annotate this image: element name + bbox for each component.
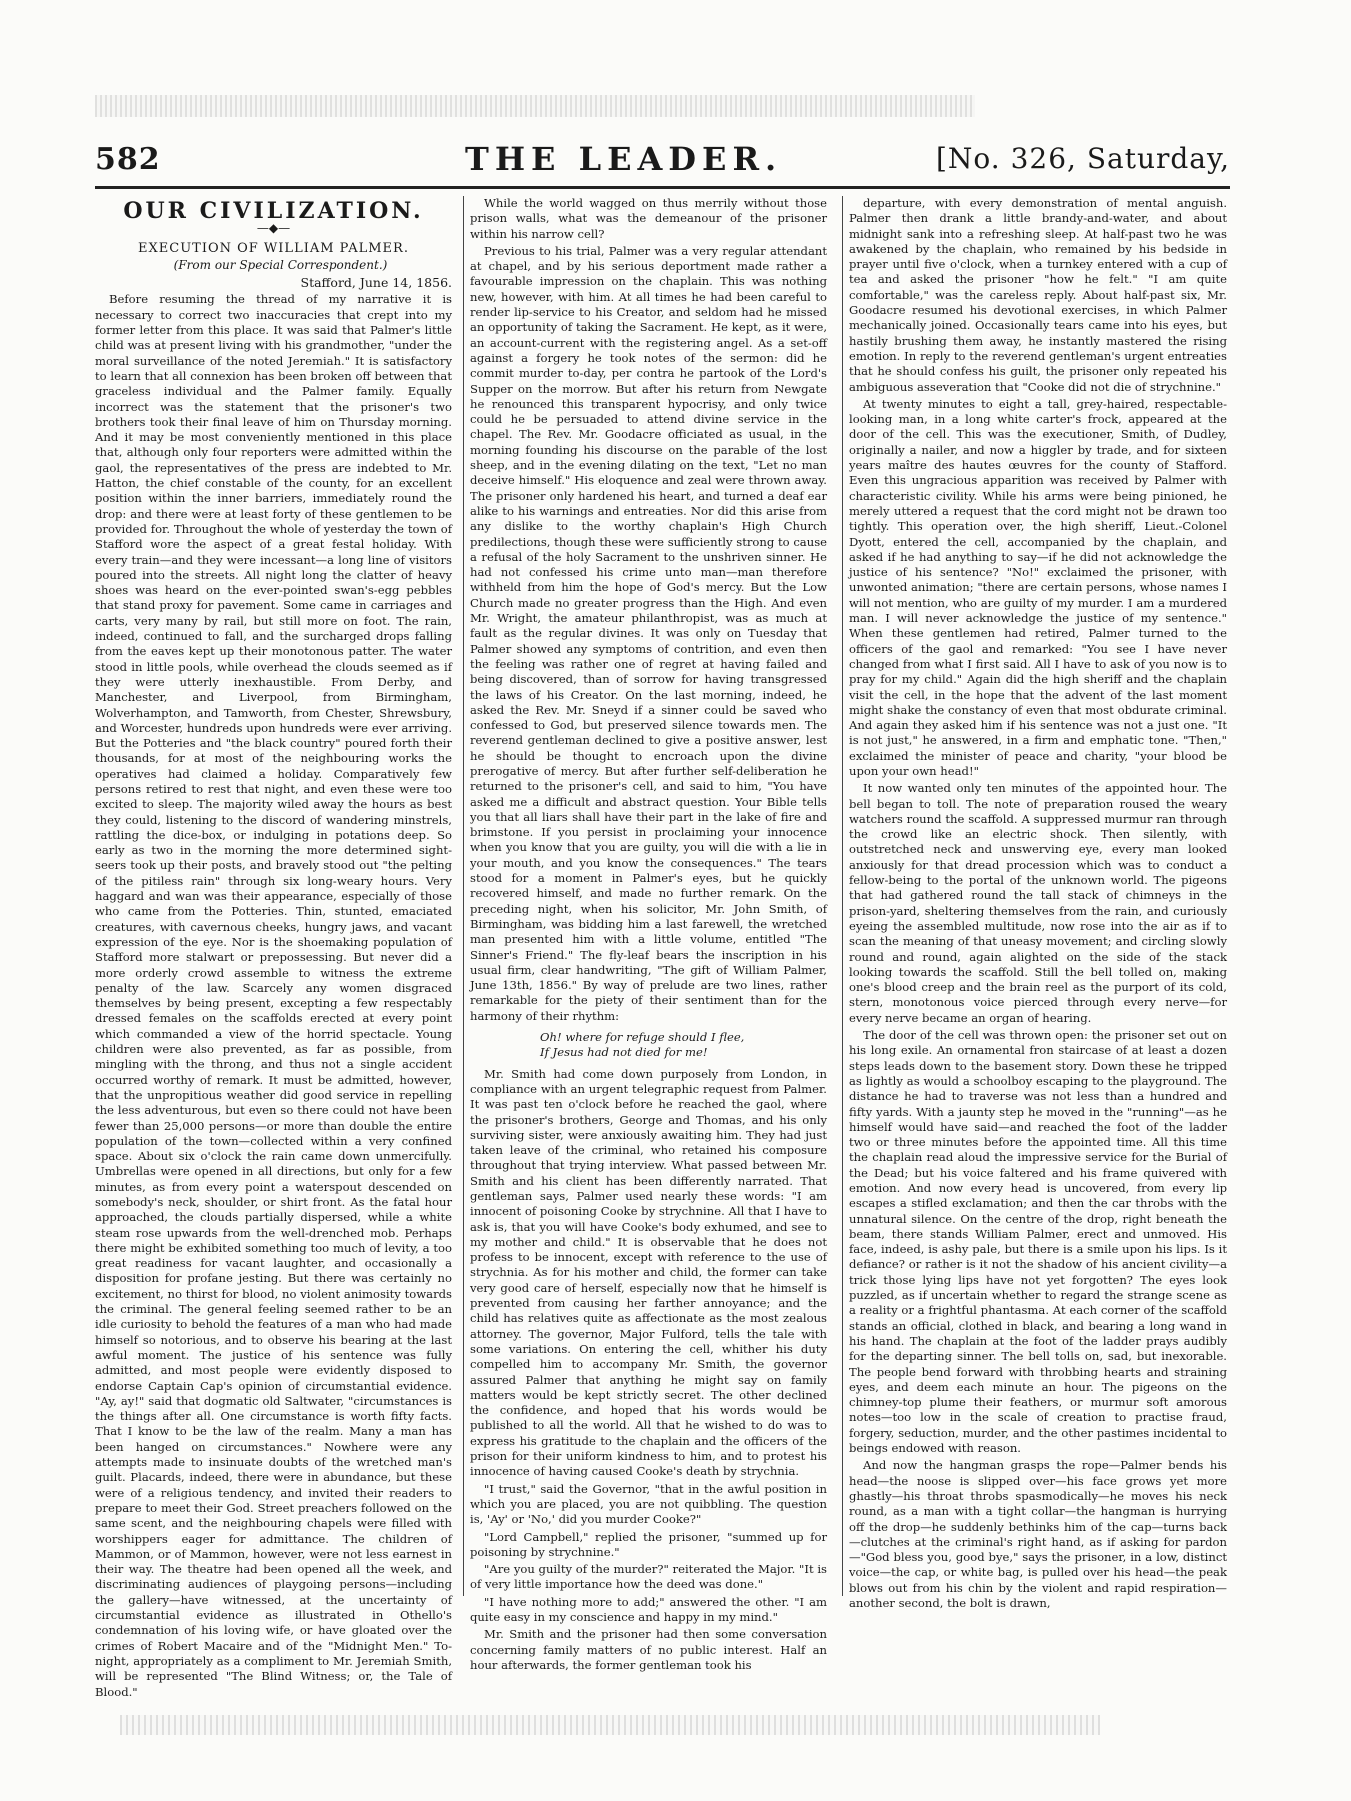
verse	[540, 1030, 827, 1061]
dateline: Stafford, June 14, 1856.	[300, 275, 452, 291]
column-divider	[463, 196, 464, 1596]
paragraph: Mr. Smith had come down purposely from London, in compliance with an urgent telegraphic request from Palmer. It was past ten o'clock before he reached the gaol, where the prisoner's brothers, George and Thomas, and his only surviving sister, were anxiously awaiting him. They had just taken leave of the criminal, who retained his composure throughout that trying interview. What passed between Mr. Smith and his client has been differently narrated. That gentleman says, Palmer used nearly these words: "I am innocent of poisoning Cooke by strychnine. All that I have to ask is, that you will have Cooke's body exhumed, and see to my mother and child." It is observable that he does not profess to be innocent, except with reference to the use of strychnia. As for his mother and child, the former can take very good care of herself, especially now that he himself is prevented from causing her farther annoyance; and the child has relatives quite as affectionate as the most zealous attorney. The governor, Major Fulford, tells the tale with some variations. On entering the cell, whither his duty compelled him to accompany Mr. Smith, the governor assured Palmer that anything he might say on family matters would be kept strictly secret. The other declined the confidence, and hoped that his words would be published to all the world. All that he wished to do was to express his gratitude to the chaplain and the officers of the prison for their uniform kindness to him, and to protest his innocence of having caused Cooke's death by strychnia.	[470, 1066, 827, 1479]
paragraph: Previous to his trial, Palmer was a very regular attendant at chapel, and by his serious deportment made rather a favourable impression on the chaplain. This was nothing new, however, with him. At all times he had been careful to render lip-service to his Creator, and seldom had he missed an opportunity of taking the Sacrament. He kept, as it were, an account-current with the registering angel. As a set-off against a forgery he took notes of the sermon: did he commit murder to-day, per contra he partook of the Lord's Supper on the morrow. But after his return from Newgate he renounced this transparent hypocrisy, and only twice could he be persuaded to attend divine service in the chapel. The Rev. Mr. Goodacre officiated as usual, in the morning founding his discourse on the parable of the lost sheep, and in the evening dilating on the text, "Let no man deceive himself." His eloquence and zeal were thrown away. The prisoner only hardened his heart, and turned a deaf ear alike to his warnings and entreaties. Nor did this arise from any dislike to the worthy chaplain's High Church predilections, though these were sufficiently strong to cause a refusal of the holy Sacrament to the unshriven sinner. He had not confessed his crime unto man—man therefore withheld from him the hope of God's mercy. But the Low Church made no greater progress than the High. And even Mr. Wright, the amateur philanthropist, was as much at fault as the regular divines. It was only on Tuesday that Palmer showed any symptoms of contrition, and even then the feeling was rather one of regret at having failed and being discovered, than of sorrow for having transgressed the laws of his Creator. On the last morning, indeed, he asked the Rev. Mr. Sneyd if a sinner could be saved who confessed to God, but preserved silence towards men. The reverend gentleman declined to give a positive answer, lest he should be thought to encroach upon the divine prerogative of mercy. But after further self-deliberation he returned to the prisoner's cell, and said to him, "You have asked me a difficult and abstract question. Your Bible tells you that all liars shall have their part in the lake of fire and brimstone. If you persist in proclaiming your innocence when you know that you are guilty, you will die with a lie in your mouth, and you know the consequences." The tears stood for a moment in Palmer's eyes, but he quickly recovered himself, and made no further remark. On the preceding night, when his solicitor, Mr. John Smith, of Birmingham, was bidding him a last farewell, the wretched man presented him with a little volume, entitled "The Sinner's Friend." The fly-leaf bears the inscription in his usual firm, clear handwriting, "The gift of William Palmer, June 13th, 1856." By way of prelude are two lines, rather remarkable for the piety of their sentiment than for the harmony of their rhythm:	[470, 243, 827, 1023]
column-2	[470, 196, 827, 1672]
paragraph: Mr. Smith and the prisoner had then some conversation concerning family matters of no public interest. Half an hour afterwards, the former gentleman took his	[470, 1627, 827, 1672]
paragraph: "Are you guilty of the murder?" reiterated the Major. "It is of very little importance how the deed was done."	[470, 1562, 827, 1592]
column-divider	[842, 196, 843, 1596]
scan-artifact-top	[95, 95, 975, 117]
paragraph: departure, with every demonstration of mental anguish. Palmer then drank a little brandy-and-water, and about midnight sank into a refreshing sleep. At half-past two he was awakened by the chaplain, who remained by his bedside in prayer until five o'clock, when a turnkey entered with a cup of tea and asked the prisoner "how he felt." "I am quite comfortable," was the careless reply. About half-past six, Mr. Goodacre resumed his devotional exercises, in which Palmer mechanically joined. Occasionally tears came into his eyes, but hastily brushing them away, he instantly mastered the rising emotion. In reply to the reverend gentleman's urgent entreaties that he should confess his guilt, the prisoner only repeated his ambiguous asseveration that "Cooke did not die of strychnine."	[849, 196, 1227, 394]
newspaper-title: THE LEADER.	[465, 140, 783, 178]
masthead-rule	[95, 186, 1230, 189]
verse-line: If Jesus had not died for me!	[540, 1045, 708, 1060]
paragraph: The door of the cell was thrown open: the prisoner set out on his long exile. An ornamental fron staircase of at least a dozen steps leads down to the basement story. Down these he tripped as lightly as would a schoolboy escaping to the playground. The distance he had to traverse was not less than a hundred and fifty yards. With a jaunty step he moved in the "running"—as he himself would have said—and reached the foot of the ladder two or three minutes before the appointed time. All this time the chaplain read aloud the impressive service for the Burial of the Dead; but his voice faltered and his frame quivered with emotion. And now every head is uncovered, from every lip escapes a stifled exclamation; and then the car throbs with the unnatural silence. On the centre of the drop, right beneath the beam, there stands William Palmer, erect and unmoved. His face, indeed, is ashy pale, but there is a smile upon his lips. Is it defiance? or rather is it not the shadow of his ancient civility—a trick those lying lips have not yet forgotten? The eyes look puzzled, as if uncertain whether to regard the strange scene as a reality or a frightful phantasma. At each corner of the scaffold stands an official, clothed in black, and bearing a long wand in his hand. The chaplain at the foot of the ladder prays audibly for the departing sinner. The bell tolls on, sad, but inexorable. The people bend forward with throbbing hearts and straining eyes, and deem each minute an hour. The pigeons on the chimney-top plume their feathers, or murmur soft amorous notes—too low in the scale of creation to practise fraud, forgery, seduction, murder, and the other pastimes incidental to beings endowed with reason.	[849, 1028, 1227, 1456]
paragraph: While the world wagged on thus merrily without those prison walls, what was the demeanour of the prisoner within his narrow cell?	[470, 196, 827, 241]
section-title: OUR CIVILIZATION.	[123, 198, 424, 224]
scan-artifact-bottom	[120, 1715, 1100, 1735]
masthead	[95, 138, 1230, 182]
column-3	[849, 196, 1227, 1616]
paragraph: "Lord Campbell," replied the prisoner, "summed up for poisoning by strychnine."	[470, 1529, 827, 1559]
ornament-divider: —◆—	[256, 221, 291, 236]
paragraph: At twenty minutes to eight a tall, grey-haired, respectable-looking man, in a long white carter's frock, appeared at the door of the cell. This was the executioner, Smith, of Dudley, originally a nailer, and now a higgler by trade, and for sixteen years maître des hautes œuvres for the county of Stafford. Even this ungracious apparition was received by Palmer with characteristic civility. While his arms were being pinioned, he merely uttered a request that the cord might not be drawn too tightly. This operation over, the high sheriff, Lieut.-Colonel Dyott, entered the cell, accompanied by the chaplain, and asked if he had anything to say—if he did not acknowledge the justice of his sentence? "No!" exclaimed the prisoner, with unwonted animation; "there are certain persons, whose names I will not mention, who are guilty of my murder. I am a murdered man. I will never acknowledge the justice of my sentence." When these gentlemen had retired, Palmer turned to the officers of the gaol and remarked: "You see I have never changed from what I first said. All I have to ask of you now is to pray for my child." Again did the high sheriff and the chaplain visit the cell, in the hope that the advent of the last moment might shake the constancy of even that most obdurate criminal. And again they asked him if his sentence was not a just one. "It is not just," he answered, in a firm and emphatic tone. "Then," exclaimed the minister of peace and charity, "your blood be upon your own head!"	[849, 396, 1227, 778]
byline: (From our Special Correspondent.)	[173, 257, 388, 272]
verse-line: Oh! where for refuge should I flee,	[540, 1030, 745, 1045]
paragraph: And now the hangman grasps the rope—Palmer bends his head—the noose is slipped over—his face grows yet more ghastly—his throat throbs spasmodically—he moves his neck round, as a man with a tight collar—the hangman is hurrying off the drop—he suddenly bethinks him of the cap—turns back—clutches at the criminal's right hand, as if asking for pardon—"God bless you, good bye," says the prisoner, in a low, distinct voice—the cap, or white bag, is pulled over his head—the peak blows out from his chin by the violent and rapid respiration—another second, the bolt is drawn,	[849, 1458, 1227, 1611]
issue-info: [No. 326, Saturday,	[936, 142, 1230, 175]
paragraph: "I have nothing more to add;" answered the other. "I am quite easy in my conscience and happy in my mind."	[470, 1594, 827, 1625]
paragraph: It now wanted only ten minutes of the appointed hour. The bell began to toll. The note of preparation roused the weary watchers round the scaffold. A suppressed murmur ran through the crowd like an electric shock. Then silently, with outstretched neck and unswerving eye, every man looked anxiously for that dread procession which was to conduct a fellow-being to the portal of the unknown world. The pigeons that had gathered round the tall stack of chimneys in the prison-yard, sheltering themselves from the rain, and curiously eyeing the assembled multitude, now rose into the air as if to scan the meaning of that uneasy movement; and circling slowly round and round, again alighted on the side of the stack looking towards the scaffold. Still the bell tolled on, making one's blood creep and the brain reel as the purport of its cold, stern, monotonous voice pierced through every nerve—for every nerve became an organ of hearing.	[849, 781, 1227, 1025]
paragraph: Before resuming the thread of my narrative it is necessary to correct two inaccuracies that crept into my former letter from this place. It was said that Palmer's little child was at present living with his grandmother, "under the moral surveillance of the noted Jeremiah." It is satisfactory to learn that all connexion has been broken off between that graceless individual and the Palmer family. Equally incorrect was the statement that the prisoner's two brothers took their final leave of him on Thursday morning. And it may be most conveniently mentioned in this place that, although only four reporters were admitted within the gaol, the representatives of the press are indebted to Mr. Hatton, the chief constable of the county, for an excellent position within the inner barriers, immediately round the drop: and there were at least forty of these gentlemen to be provided for. Throughout the whole of yesterday the town of Stafford wore the aspect of a great festal holiday. With every train—and they were incessant—a long line of visitors poured into the streets. All night long the clatter of heavy shoes was heard on the ever-pointed swan's-egg pebbles that stand proxy for pavement. Some came in carriages and carts, very many by rail, but still more on foot. The rain, indeed, continued to fall, and the surcharged drops falling from the eaves kept up their monotonous patter. The water stood in little pools, while overhead the clouds seemed as if they were utterly inexhaustible. From Derby, and Manchester, and Liverpool, from Birmingham, Wolverhampton, and Tamworth, from Chester, Shrewsbury, and Worcester, hundreds upon hundreds were ever arriving. But the Potteries and "the black country" poured forth their thousands, for at most of the neighbouring works the operatives had claimed a holiday. Comparatively few persons retired to rest that night, and even these were too excited to sleep. The majority wiled away the hours as best they could, listening to the discord of wandering minstrels, rattling the dice-box, or indulging in potations deep. So early as two in the morning the more determined sight-seers took up their posts, and bravely stood out "the pelting of the pitiless rain" through six long-weary hours. Very haggard and wan was their appearance, especially of those who came from the Potteries. Thin, stunted, emaciated creatures, with cavernous cheeks, hungry jaws, and vacant expression of the eye. Nor is the shoemaking population of Stafford more stalwart or prepossessing. But never did a more orderly crowd assemble to witness the extreme penalty of the law. Scarcely any women disgraced themselves by being present, excepting a few respectably dressed females on the scaffolds erected at every point which commanded a view of the horrid spectacle. Young children were also prevented, as far as possible, from mingling with the throng, and thus not a single accident occurred worthy of remark. It must be admitted, however, that the unpropitious weather did good service in repelling the less adventurous, but even so there could not have been fewer than 25,000 persons—or more than double the entire population of the town—collected within a very confined space. About six o'clock the rain came down unmercifully. Umbrellas were opened in all directions, but only for a few minutes, as from every point a waterspout descended on somebody's neck, shoulder, or shirt front. As the fatal hour approached, the clouds partially dispersed, while a white steam rose upwards from the well-drenched mob. Perhaps there might be exhibited something too much of levity, a too great readiness for vacant laughter, and occasionally a disposition for profane jesting. But there was certainly no excitement, no thirst for blood, no violent animosity towards the criminal. The general feeling seemed rather to be an idle curiosity to behold the features of a man who had made himself so notorious, and to observe his bearing at the last awful moment. The justice of his sentence was fully admitted, and most people were evidently disposed to endorse Captain Cap's opinion of circumstantial evidence. "Ay, ay!" said that dogmatic old Saltwater, "circumstances is the things after all. One circumstance is worth fifty facts. That I know to be the law of the realm. Many a man has been hanged on circumstances." Nowhere were any attempts made to insinuate doubts of the wretched man's guilt. Placards, indeed, there were in abundance, but these were of a religious tendency, and invited their readers to prepare to meet their God. Street preachers followed on the same scent, and the neighbouring chapels were filled with worshippers eager for admittance. The children of Mammon, or of Mammon, however, were not less earnest in their way. The theatre had been opened all the week, and discriminating audiences of playgoing persons—including the gallery—have witnessed, at the uncertainty of circumstantial evidence as illustrated in Othello's condemnation of his loving wife, or have gloated over the crimes of Robert Macaire and of the "Midnight Men." To-night, appropriately as a compliment to Mr. Jeremiah Smith, will be represented "The Blind Witness; or, the Tale of Blood."	[95, 292, 452, 1699]
paragraph: "I trust," said the Governor, "that in the awful position in which you are placed, you are not quibbling. The question is, 'Ay' or 'No,' did you murder Cooke?"	[470, 1481, 827, 1527]
column-1	[95, 196, 452, 1699]
article-headline: EXECUTION OF WILLIAM PALMER.	[138, 240, 409, 256]
page-number: 582	[95, 142, 161, 177]
